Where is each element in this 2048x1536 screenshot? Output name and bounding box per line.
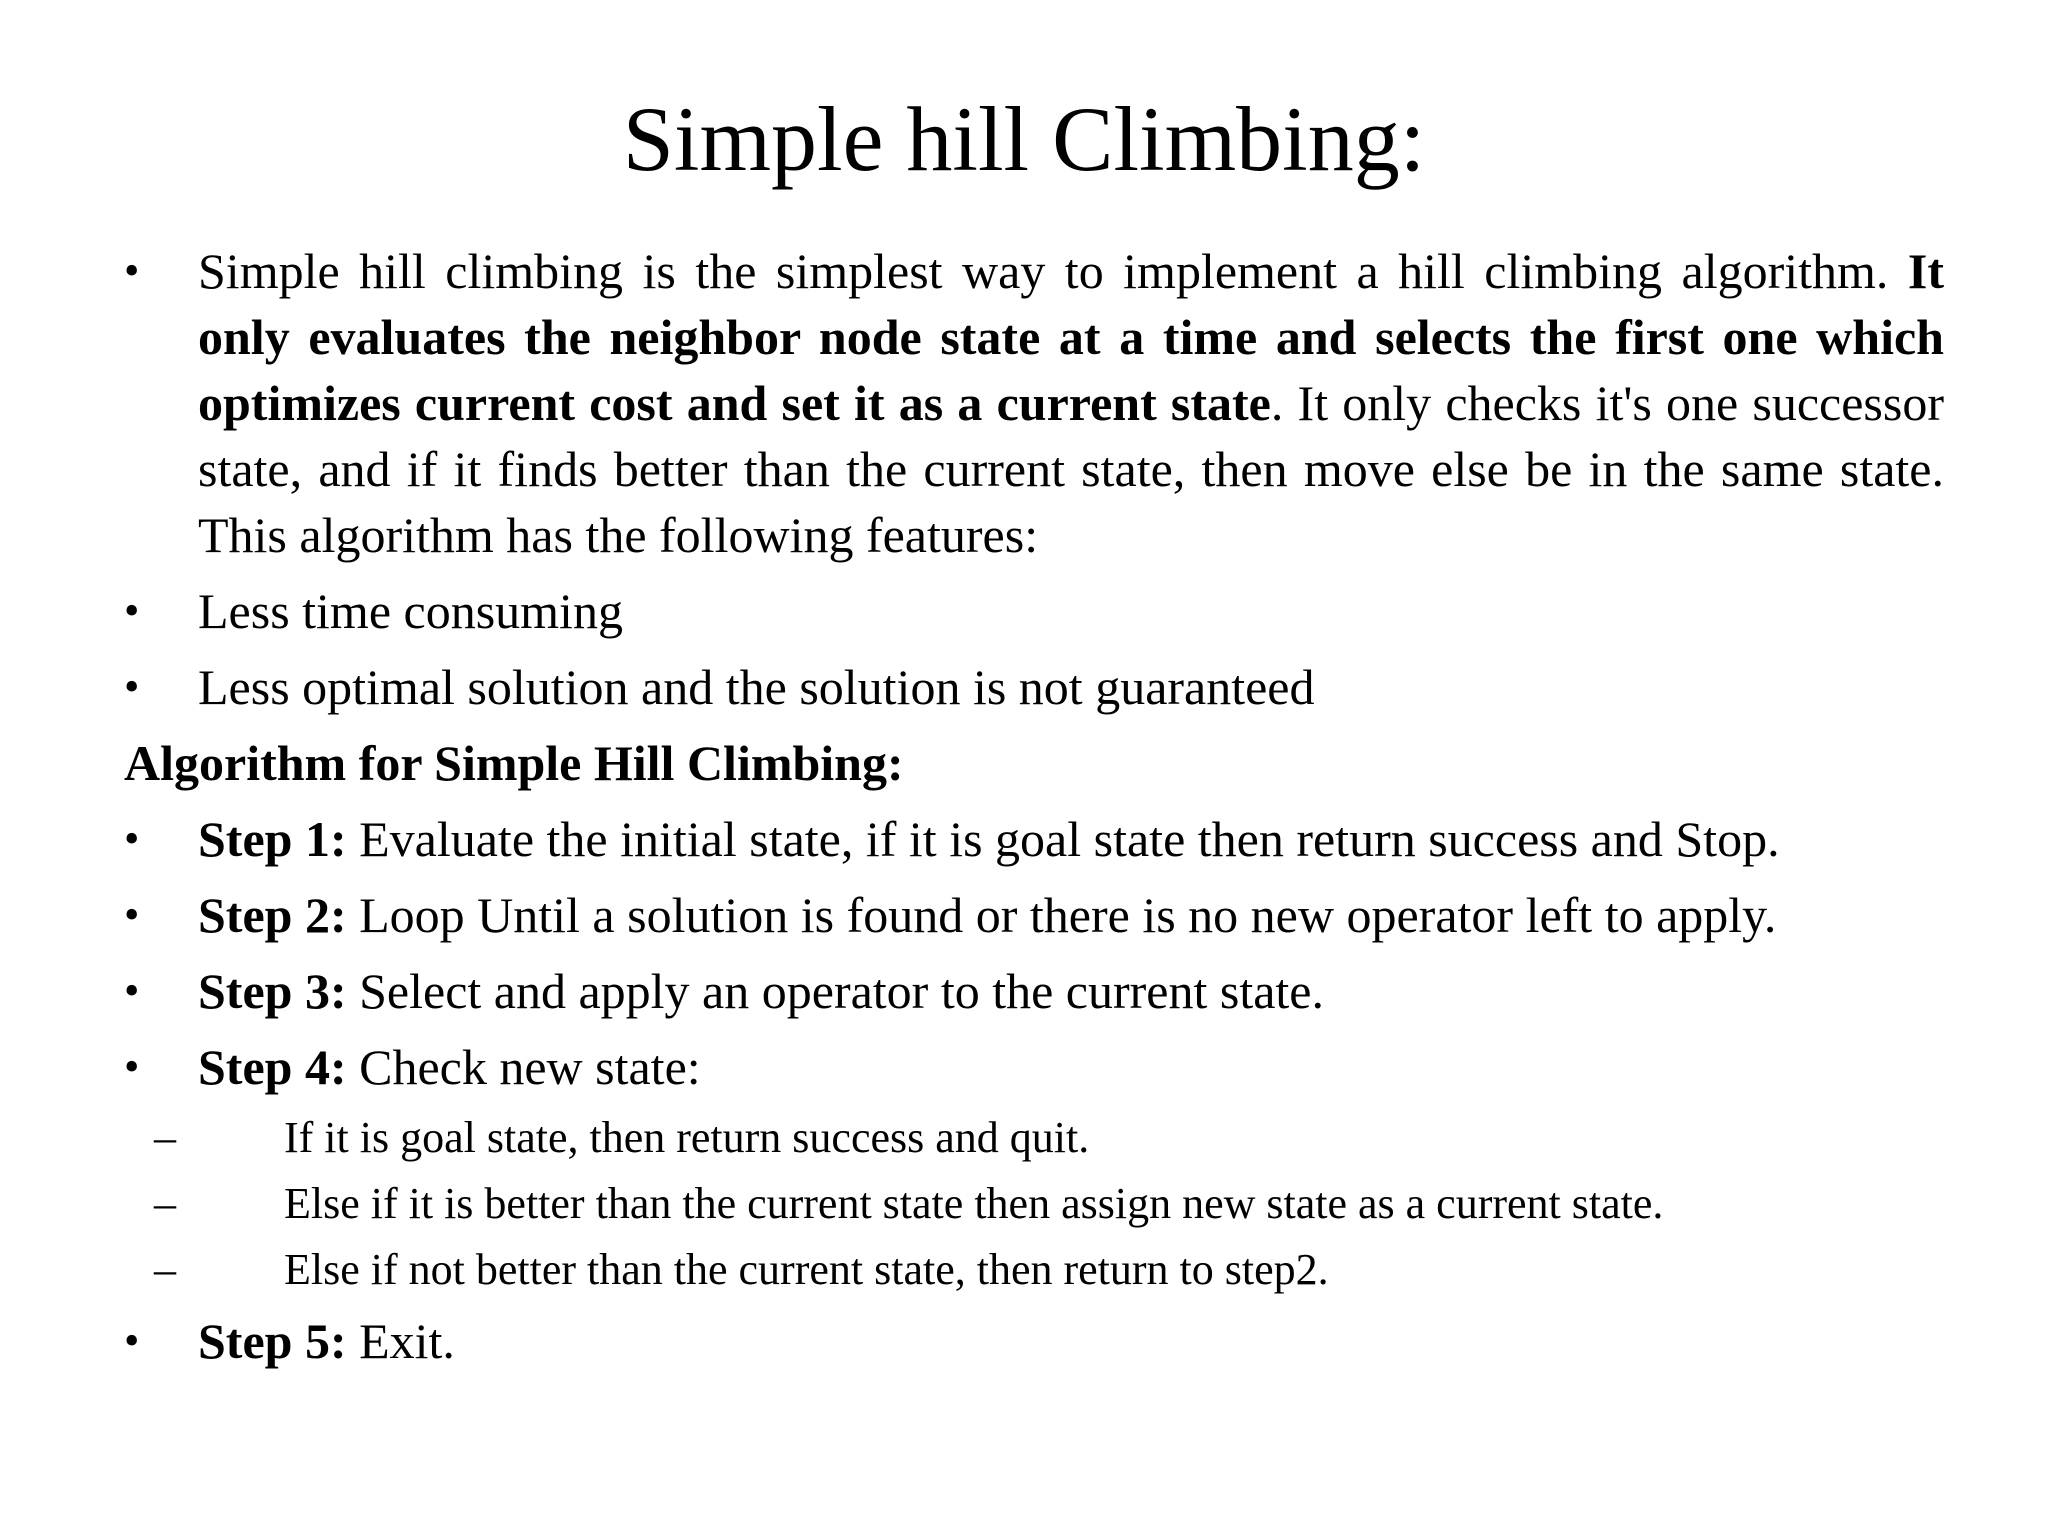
- intro-text-part1: Simple hill climbing is the simplest way to implement a hill climbing algorithm.: [198, 243, 1908, 299]
- substep-text: Else if it is better than the current state then assign new state as a current state.: [284, 1179, 1664, 1228]
- bullet-icon: •: [124, 1042, 140, 1091]
- feature-bullet-2: [124, 654, 1944, 720]
- feature-bullet-1: [124, 578, 1944, 644]
- substep-2: [124, 1176, 1944, 1232]
- step-text: Select and apply an operator to the current state.: [346, 963, 1325, 1019]
- bullet-icon: •: [124, 1316, 140, 1365]
- bullet-icon: •: [124, 246, 140, 295]
- step-text: Evaluate the initial state, if it is goal state then return success and Stop.: [346, 811, 1780, 867]
- step-text: Exit.: [346, 1313, 455, 1369]
- algorithm-heading: Algorithm for Simple Hill Climbing:: [124, 735, 904, 791]
- step-label: Step 4:: [198, 1039, 347, 1095]
- intro-text-bold: It only evaluates the neighbor node state at a time and selects the first one which optimizes current cost and set it as a current state: [198, 243, 1944, 431]
- bullet-icon: •: [124, 966, 140, 1015]
- step-label: Step 3:: [198, 963, 347, 1019]
- step-text: Loop Until a solution is found or there is no new operator left to apply.: [346, 887, 1777, 943]
- bullet-icon: •: [124, 890, 140, 939]
- dash-icon: –: [154, 1179, 176, 1228]
- step-label: Step 2:: [198, 887, 347, 943]
- feature-text: Less time consuming: [198, 583, 623, 639]
- step-bullet-4: [124, 1034, 1944, 1100]
- bullet-icon: •: [124, 814, 140, 863]
- step-bullet-5: [124, 1308, 1944, 1374]
- step-bullet-2: [124, 882, 1944, 948]
- dash-icon: –: [154, 1245, 176, 1294]
- intro-bullet: [124, 238, 1944, 568]
- step-label: Step 5:: [198, 1313, 347, 1369]
- slide-title: Simple hill Climbing:: [622, 88, 1426, 190]
- step-bullet-3: [124, 958, 1944, 1024]
- intro-text-part2: . It only checks it's one successor state, and if it finds better than the current state, then move else be in the same state. This algorithm has the following features:: [198, 375, 1944, 563]
- substep-3: [124, 1242, 1944, 1298]
- dash-icon: –: [154, 1113, 176, 1162]
- substep-text: If it is goal state, then return success and quit.: [284, 1113, 1090, 1162]
- step-label: Step 1:: [198, 811, 347, 867]
- substep-text: Else if not better than the current state, then return to step2.: [284, 1245, 1329, 1294]
- step-bullet-1: [124, 806, 1944, 872]
- bullet-icon: •: [124, 662, 140, 711]
- substep-1: [124, 1110, 1944, 1166]
- bullet-icon: •: [124, 586, 140, 635]
- step-text: Check new state:: [346, 1039, 701, 1095]
- slide-content: [124, 238, 1944, 1384]
- feature-text: Less optimal solution and the solution is not guaranteed: [198, 659, 1315, 715]
